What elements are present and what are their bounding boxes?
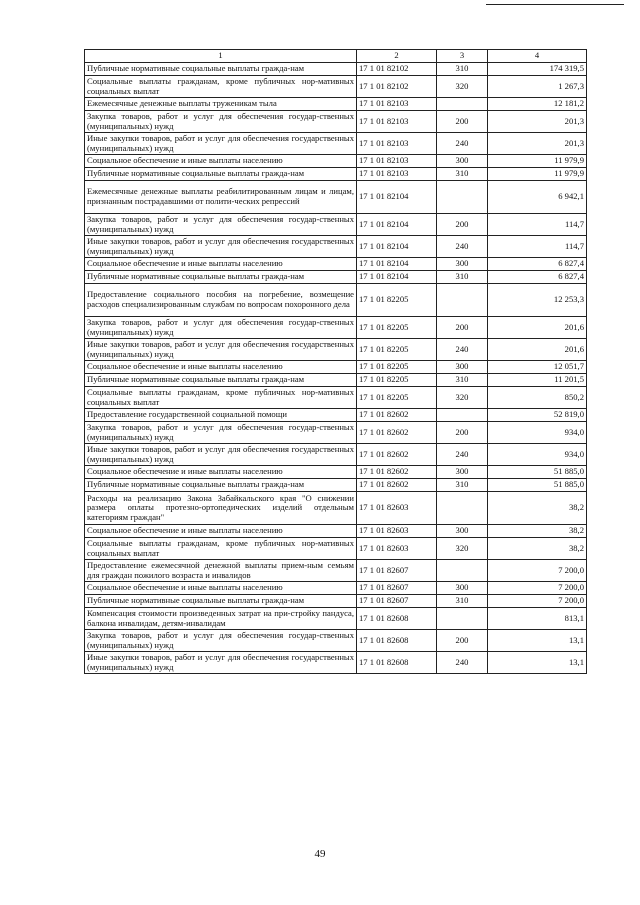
row-amount: 38,2 — [488, 538, 587, 560]
row-target-code: 17 1 01 82103 — [357, 168, 437, 181]
row-expense-type: 240 — [437, 236, 488, 258]
row-target-code: 17 1 01 82205 — [357, 374, 437, 387]
row-description: Публичные нормативные социальные выплаты гражда-нам — [85, 479, 357, 492]
row-amount: 51 885,0 — [488, 466, 587, 479]
table-body — [85, 63, 587, 674]
row-target-code: 17 1 01 82102 — [357, 76, 437, 98]
table-row — [85, 492, 587, 525]
row-amount: 11 201,5 — [488, 374, 587, 387]
table-row — [85, 284, 587, 317]
row-description: Публичные нормативные социальные выплаты гражда-нам — [85, 63, 357, 76]
row-description: Иные закупки товаров, работ и услуг для обеспечения государственных (муниципальных) нужд — [85, 339, 357, 361]
row-description: Ежемесячные денежные выплаты труженикам тыла — [85, 98, 357, 111]
row-target-code: 17 1 01 82103 — [357, 98, 437, 111]
table-row — [85, 339, 587, 361]
row-expense-type: 320 — [437, 538, 488, 560]
table-row — [85, 181, 587, 214]
row-expense-type: 200 — [437, 214, 488, 236]
row-expense-type: 310 — [437, 479, 488, 492]
table-row — [85, 214, 587, 236]
row-description: Закупка товаров, работ и услуг для обеспечения государ-ственных (муниципальных) нужд — [85, 317, 357, 339]
row-amount: 174 319,5 — [488, 63, 587, 76]
row-expense-type: 320 — [437, 387, 488, 409]
table-row — [85, 111, 587, 133]
row-expense-type: 200 — [437, 630, 488, 652]
row-expense-type: 310 — [437, 271, 488, 284]
row-expense-type: 310 — [437, 168, 488, 181]
header-col-4: 4 — [488, 50, 587, 63]
row-expense-type — [437, 409, 488, 422]
row-expense-type: 200 — [437, 317, 488, 339]
row-expense-type — [437, 181, 488, 214]
table-row — [85, 258, 587, 271]
row-expense-type: 300 — [437, 525, 488, 538]
row-expense-type: 300 — [437, 582, 488, 595]
row-target-code: 17 1 01 82205 — [357, 339, 437, 361]
table-row — [85, 374, 587, 387]
table-row — [85, 236, 587, 258]
table-row — [85, 387, 587, 409]
row-target-code: 17 1 01 82602 — [357, 466, 437, 479]
row-description: Социальные выплаты гражданам, кроме публичных нор-мативных социальных выплат — [85, 76, 357, 98]
header-col-2: 2 — [357, 50, 437, 63]
row-expense-type: 320 — [437, 76, 488, 98]
table-row — [85, 560, 587, 582]
row-description: Предоставление ежемесячной денежной выплаты прием-ным семьям для граждан пожилого возраста и инвалидов — [85, 560, 357, 582]
row-expense-type: 240 — [437, 652, 488, 674]
table-row — [85, 608, 587, 630]
row-target-code: 17 1 01 82603 — [357, 492, 437, 525]
row-target-code: 17 1 01 82103 — [357, 155, 437, 168]
row-expense-type — [437, 560, 488, 582]
row-amount: 934,0 — [488, 422, 587, 444]
row-amount: 934,0 — [488, 444, 587, 466]
row-target-code: 17 1 01 82602 — [357, 444, 437, 466]
row-description: Предоставление социального пособия на погребение, возмещение расходов специализированным службам по вопросам похоронного дела — [85, 284, 357, 317]
row-description: Закупка товаров, работ и услуг для обеспечения государ-ственных (муниципальных) нужд — [85, 214, 357, 236]
row-target-code: 17 1 01 82607 — [357, 595, 437, 608]
row-description: Иные закупки товаров, работ и услуг для обеспечения государственных (муниципальных) нужд — [85, 444, 357, 466]
row-amount: 7 200,0 — [488, 582, 587, 595]
row-amount: 11 979,9 — [488, 168, 587, 181]
table-row — [85, 422, 587, 444]
row-amount: 13,1 — [488, 652, 587, 674]
row-expense-type — [437, 284, 488, 317]
table-row — [85, 361, 587, 374]
table-row — [85, 630, 587, 652]
row-expense-type — [437, 492, 488, 525]
row-expense-type: 310 — [437, 595, 488, 608]
row-amount: 12 051,7 — [488, 361, 587, 374]
table-row — [85, 317, 587, 339]
row-target-code: 17 1 01 82103 — [357, 133, 437, 155]
row-amount: 6 827,4 — [488, 258, 587, 271]
row-description: Расходы на реализацию Закона Забайкальского края "О снижении размера оплаты протезно-ортопедических изделий отдельным категориям граждан" — [85, 492, 357, 525]
row-target-code: 17 1 01 82602 — [357, 479, 437, 492]
row-amount: 12 253,3 — [488, 284, 587, 317]
table-row — [85, 271, 587, 284]
row-description: Публичные нормативные социальные выплаты гражда-нам — [85, 374, 357, 387]
row-amount: 38,2 — [488, 525, 587, 538]
table-row — [85, 155, 587, 168]
row-expense-type: 310 — [437, 63, 488, 76]
row-target-code: 17 1 01 82104 — [357, 214, 437, 236]
row-amount: 1 267,3 — [488, 76, 587, 98]
row-target-code: 17 1 01 82104 — [357, 181, 437, 214]
table-row — [85, 582, 587, 595]
row-description: Компенсация стоимости произведенных затрат на при-стройку пандуса, балкона инвалидам, детям-инвалидам — [85, 608, 357, 630]
row-expense-type: 300 — [437, 155, 488, 168]
row-description: Закупка товаров, работ и услуг для обеспечения государ-ственных (муниципальных) нужд — [85, 422, 357, 444]
row-amount: 201,6 — [488, 339, 587, 361]
row-amount: 6 827,4 — [488, 271, 587, 284]
top-rule — [486, 4, 624, 5]
row-amount: 201,3 — [488, 133, 587, 155]
row-target-code: 17 1 01 82205 — [357, 387, 437, 409]
row-target-code: 17 1 01 82608 — [357, 630, 437, 652]
row-description: Публичные нормативные социальные выплаты гражда-нам — [85, 168, 357, 181]
row-description: Ежемесячные денежные выплаты реабилитированным лицам и лицам, признанным пострадавшими от полити-ческих репрессий — [85, 181, 357, 214]
row-amount: 38,2 — [488, 492, 587, 525]
row-expense-type: 300 — [437, 466, 488, 479]
row-target-code: 17 1 01 82104 — [357, 236, 437, 258]
row-amount: 52 819,0 — [488, 409, 587, 422]
row-amount: 114,7 — [488, 236, 587, 258]
table-row — [85, 409, 587, 422]
row-amount: 6 942,1 — [488, 181, 587, 214]
table-row — [85, 444, 587, 466]
row-description: Социальное обеспечение и иные выплаты населению — [85, 582, 357, 595]
row-target-code: 17 1 01 82608 — [357, 652, 437, 674]
table-row — [85, 479, 587, 492]
row-expense-type: 240 — [437, 444, 488, 466]
row-description: Иные закупки товаров, работ и услуг для обеспечения государственных (муниципальных) нужд — [85, 133, 357, 155]
row-description: Социальное обеспечение и иные выплаты населению — [85, 525, 357, 538]
row-amount: 51 885,0 — [488, 479, 587, 492]
row-amount: 201,3 — [488, 111, 587, 133]
row-target-code: 17 1 01 82603 — [357, 538, 437, 560]
row-description: Социальные выплаты гражданам, кроме публичных нор-мативных социальных выплат — [85, 538, 357, 560]
row-amount: 201,6 — [488, 317, 587, 339]
row-target-code: 17 1 01 82608 — [357, 608, 437, 630]
page-number: 49 — [314, 848, 326, 860]
table-row — [85, 538, 587, 560]
row-target-code: 17 1 01 82104 — [357, 271, 437, 284]
table-row — [85, 652, 587, 674]
header-col-3: 3 — [437, 50, 488, 63]
row-description: Иные закупки товаров, работ и услуг для обеспечения государственных (муниципальных) нужд — [85, 652, 357, 674]
row-amount: 11 979,9 — [488, 155, 587, 168]
row-expense-type: 240 — [437, 133, 488, 155]
row-target-code: 17 1 01 82104 — [357, 258, 437, 271]
row-amount: 13,1 — [488, 630, 587, 652]
row-target-code: 17 1 01 82603 — [357, 525, 437, 538]
header-row — [85, 50, 587, 63]
row-target-code: 17 1 01 82103 — [357, 111, 437, 133]
row-target-code: 17 1 01 82602 — [357, 422, 437, 444]
table-row — [85, 63, 587, 76]
row-description: Публичные нормативные социальные выплаты гражда-нам — [85, 595, 357, 608]
row-expense-type: 300 — [437, 258, 488, 271]
row-target-code: 17 1 01 82205 — [357, 361, 437, 374]
row-description: Социальное обеспечение и иные выплаты населению — [85, 258, 357, 271]
row-expense-type — [437, 608, 488, 630]
row-description: Социальное обеспечение и иные выплаты населению — [85, 466, 357, 479]
row-amount: 7 200,0 — [488, 595, 587, 608]
table-row — [85, 168, 587, 181]
row-description: Закупка товаров, работ и услуг для обеспечения государ-ственных (муниципальных) нужд — [85, 630, 357, 652]
row-description: Предоставление государственной социальной помощи — [85, 409, 357, 422]
table-row — [85, 133, 587, 155]
row-target-code: 17 1 01 82607 — [357, 582, 437, 595]
row-amount: 850,2 — [488, 387, 587, 409]
table-row — [85, 98, 587, 111]
row-expense-type: 310 — [437, 374, 488, 387]
row-amount: 12 181,2 — [488, 98, 587, 111]
row-description: Социальное обеспечение и иные выплаты населению — [85, 155, 357, 168]
row-description: Закупка товаров, работ и услуг для обеспечения государ-ственных (муниципальных) нужд — [85, 111, 357, 133]
row-expense-type: 200 — [437, 422, 488, 444]
row-amount: 813,1 — [488, 608, 587, 630]
table-row — [85, 595, 587, 608]
row-target-code: 17 1 01 82602 — [357, 409, 437, 422]
row-amount: 7 200,0 — [488, 560, 587, 582]
budget-table — [84, 49, 587, 674]
row-target-code: 17 1 01 82607 — [357, 560, 437, 582]
row-description: Иные закупки товаров, работ и услуг для обеспечения государственных (муниципальных) нужд — [85, 236, 357, 258]
row-expense-type: 200 — [437, 111, 488, 133]
header-col-1: 1 — [85, 50, 357, 63]
row-description: Публичные нормативные социальные выплаты гражда-нам — [85, 271, 357, 284]
row-expense-type — [437, 98, 488, 111]
row-target-code: 17 1 01 82205 — [357, 317, 437, 339]
table-row — [85, 525, 587, 538]
table-row — [85, 466, 587, 479]
row-target-code: 17 1 01 82102 — [357, 63, 437, 76]
row-expense-type: 300 — [437, 361, 488, 374]
row-description: Социальные выплаты гражданам, кроме публичных нор-мативных социальных выплат — [85, 387, 357, 409]
row-expense-type: 240 — [437, 339, 488, 361]
row-description: Социальное обеспечение и иные выплаты населению — [85, 361, 357, 374]
row-amount: 114,7 — [488, 214, 587, 236]
table-row — [85, 76, 587, 98]
row-target-code: 17 1 01 82205 — [357, 284, 437, 317]
